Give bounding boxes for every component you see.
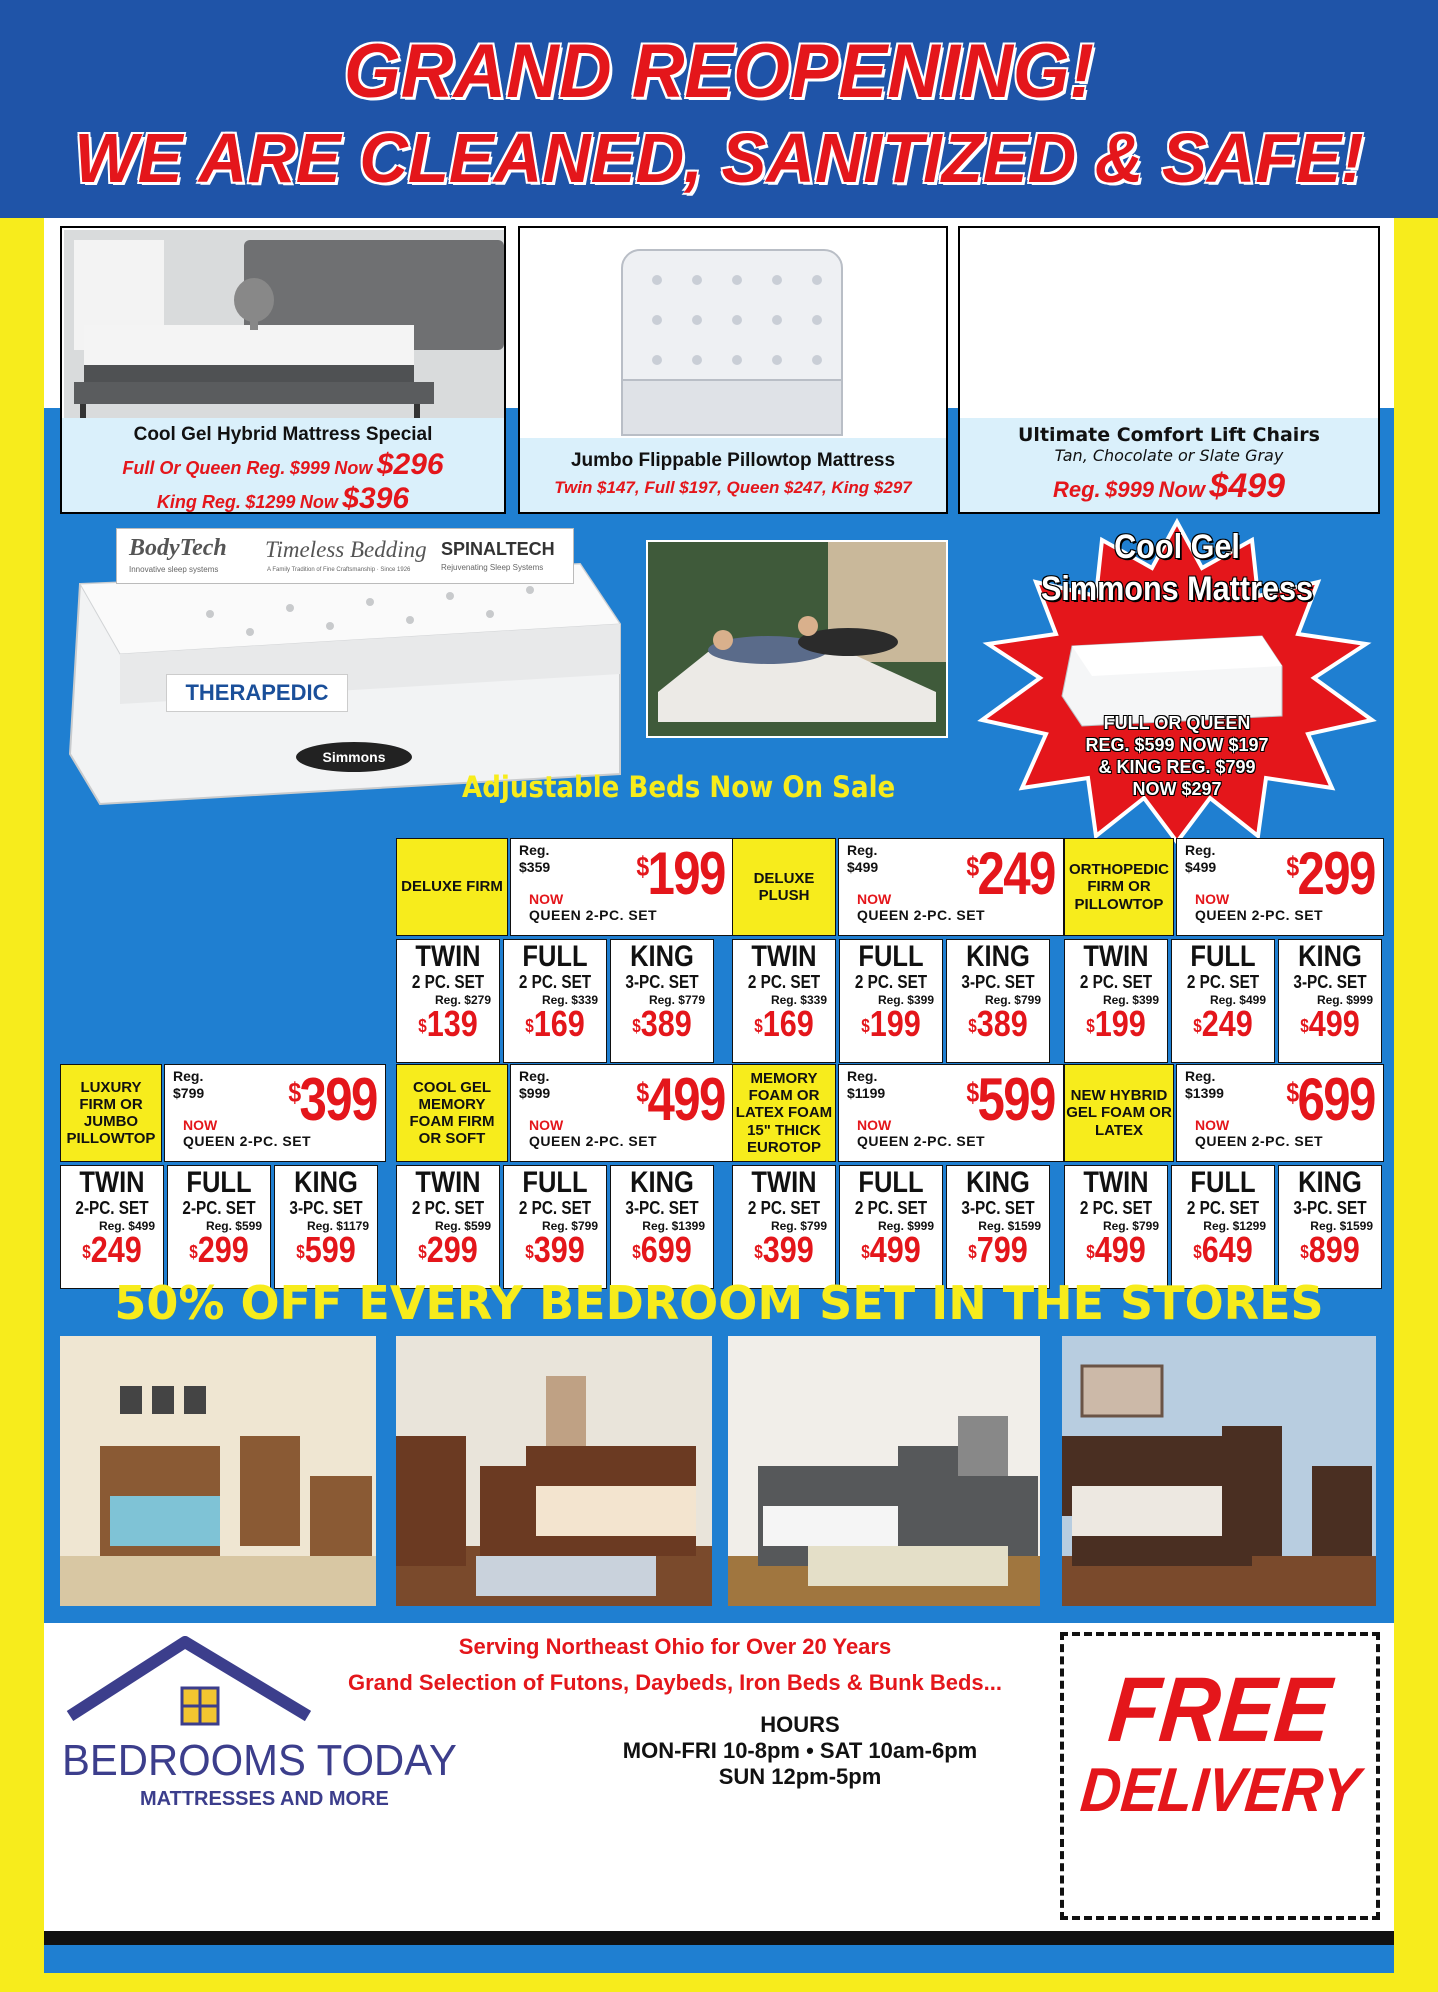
queen-reg-label: Reg. — [847, 1068, 878, 1084]
size-now-value: 299 — [197, 1229, 249, 1270]
starburst-offer — [962, 712, 1392, 800]
size-now-price: $249 — [82, 1229, 142, 1270]
size-pieces: 2 PC. SET — [854, 1198, 928, 1218]
bedroom-set-photo-2[interactable] — [396, 1336, 712, 1606]
size-now-value: 389 — [640, 1003, 692, 1044]
queen-set-label: QUEEN 2-PC. SET — [183, 1133, 312, 1149]
timeless-tagline: A Family Tradition of Fine Craftsmanship · Since 1926 — [267, 567, 411, 573]
queen-now-value: 499 — [647, 1066, 725, 1133]
starburst-title-cool-gel: Cool Gel — [1114, 528, 1240, 566]
now-label: NOW — [529, 1117, 564, 1133]
size-pieces: 2 PC. SET — [411, 972, 485, 992]
queen-reg-label: Reg. — [519, 842, 550, 858]
now-label: NOW — [529, 891, 564, 907]
size-pieces: 2 PC. SET — [747, 1198, 821, 1218]
footer-serving-line: Serving Northeast Ohio for Over 20 Years — [458, 1634, 892, 1659]
size-now-value: 799 — [976, 1229, 1028, 1270]
size-reg-price: Reg. $1299 — [1203, 1219, 1266, 1233]
size-reg-price: Reg. $399 — [877, 993, 934, 1007]
queen-reg-label: Reg. — [519, 1068, 550, 1084]
queen-reg-price — [1185, 842, 1216, 876]
deal-label: MEMORY FOAM OR LATEX FOAM 15" THICK EUROTOP — [732, 1064, 836, 1162]
queen-reg-value: $999 — [519, 1084, 551, 1101]
size-now-value: 249 — [90, 1229, 142, 1270]
queen-reg-value: $799 — [173, 1084, 205, 1101]
headline-cleaned-safe: WE ARE CLEANED, SANITIZED & SAFE! — [74, 119, 1364, 197]
queen-now-price: $249 — [966, 840, 1055, 907]
size-now-value: 169 — [533, 1003, 585, 1044]
queen-now-price: $199 — [636, 840, 725, 907]
size-now-price: $499 — [861, 1229, 921, 1270]
lift-chairs-caption — [960, 418, 1378, 512]
starburst-offer-line2: REG. $599 NOW $197 — [1085, 735, 1269, 755]
size-now-value: 389 — [976, 1003, 1028, 1044]
now-label: NOW — [857, 891, 892, 907]
size-price-cell — [732, 1165, 836, 1289]
headline-grand-reopening: GRAND REOPENING! — [344, 29, 1094, 114]
size-reg-price: Reg. $1179 — [306, 1219, 369, 1233]
size-now-value: 199 — [869, 1003, 921, 1044]
size-name: TWIN — [751, 940, 817, 973]
queen-now-price: $399 — [288, 1066, 377, 1133]
deal-label: COOL GEL MEMORY FOAM FIRM OR SOFT — [396, 1064, 508, 1162]
size-reg-price: Reg. $499 — [1209, 993, 1266, 1007]
size-name: FULL — [1190, 940, 1256, 973]
starburst-offer-line3: & KING REG. $799 — [1098, 757, 1256, 777]
now-label: NOW — [1195, 891, 1230, 907]
size-price-cell — [503, 1165, 607, 1289]
size-price-cell — [60, 1165, 164, 1289]
size-name: FULL — [858, 940, 924, 973]
size-pieces: 3-PC. SET — [1293, 1198, 1367, 1218]
queen-set-price-box — [510, 838, 734, 936]
size-reg-price: Reg. $999 — [877, 1219, 934, 1233]
deal-label: NEW HYBRID GEL FOAM OR LATEX — [1064, 1064, 1174, 1162]
lift-chairs-title: Ultimate Comfort Lift Chairs — [1018, 424, 1320, 446]
size-pieces: 3-PC. SET — [625, 972, 699, 992]
cool-gel-hybrid-title: Cool Gel Hybrid Mattress Special — [133, 424, 433, 445]
size-now-price: $899 — [1300, 1229, 1360, 1270]
lift-chairs-subtitle: Tan, Chocolate or Slate Gray — [1054, 446, 1284, 465]
size-reg-price: Reg. $399 — [1102, 993, 1159, 1007]
delivery-text: DELIVERY — [1077, 1756, 1363, 1825]
size-pieces: 2 PC. SET — [411, 1198, 485, 1218]
queen-set-label: QUEEN 2-PC. SET — [529, 907, 658, 923]
size-price-cell — [503, 939, 607, 1063]
bedroom-set-photo-4[interactable] — [1062, 1336, 1376, 1606]
size-now-price: $169 — [525, 1003, 585, 1044]
starburst-offer-line1: FULL OR QUEEN — [1103, 713, 1251, 733]
size-name: KING — [630, 940, 694, 973]
size-reg-price: Reg. $799 — [984, 993, 1041, 1007]
size-now-value: 899 — [1308, 1229, 1360, 1270]
now-label: NOW — [857, 1117, 892, 1133]
size-price-cell — [396, 1165, 500, 1289]
timeless-bedding-logo: Timeless Bedding — [265, 537, 427, 562]
size-name: TWIN — [1083, 1166, 1149, 1199]
queen-reg-price — [519, 1068, 550, 1102]
size-now-price: $649 — [1193, 1229, 1253, 1270]
size-name: TWIN — [1083, 940, 1149, 973]
brand-logo-strip — [116, 528, 574, 584]
queen-set-label: QUEEN 2-PC. SET — [1195, 907, 1324, 923]
queen-now-value: 599 — [977, 1066, 1055, 1133]
size-price-cell — [610, 939, 714, 1063]
queen-set-label: QUEEN 2-PC. SET — [529, 1133, 658, 1149]
size-name: FULL — [858, 1166, 924, 1199]
jumbo-pillowtop-prices: Twin $147, Full $197, Queen $247, King $297 — [554, 478, 912, 497]
size-name: KING — [966, 940, 1030, 973]
cool-gel-hybrid-caption — [62, 418, 504, 515]
bedrooms-today-wordmark: BEDROOMS TODAY — [62, 1736, 457, 1785]
size-pieces: 3-PC. SET — [961, 972, 1035, 992]
size-pieces: 2 PC. SET — [518, 972, 592, 992]
jumbo-pillowtop-title: Jumbo Flippable Pillowtop Mattress — [570, 450, 896, 471]
cool-gel-line2-now-label: Now — [299, 492, 338, 512]
size-price-cell — [1171, 1165, 1275, 1289]
queen-set-label: QUEEN 2-PC. SET — [1195, 1133, 1324, 1149]
size-pieces: 3-PC. SET — [289, 1198, 363, 1218]
queen-set-price-box — [164, 1064, 386, 1162]
lift-chairs-now-label: Now — [1158, 477, 1205, 502]
size-now-price: $399 — [525, 1229, 585, 1270]
size-now-value: 139 — [426, 1003, 478, 1044]
size-now-price: $169 — [754, 1003, 814, 1044]
queen-now-value: 249 — [977, 840, 1055, 907]
size-reg-price: Reg. $999 — [1316, 993, 1373, 1007]
size-name: TWIN — [415, 940, 481, 973]
spinaltech-logo: SPINALTECH — [441, 539, 555, 559]
size-name: TWIN — [79, 1166, 145, 1199]
size-price-cell — [274, 1165, 378, 1289]
size-now-value: 499 — [1094, 1229, 1146, 1270]
deal-label: DELUXE FIRM — [396, 838, 508, 936]
queen-reg-label: Reg. — [1185, 1068, 1216, 1084]
size-pieces: 3-PC. SET — [1293, 972, 1367, 992]
size-pieces: 3-PC. SET — [961, 1198, 1035, 1218]
queen-now-value: 299 — [1297, 840, 1375, 907]
size-price-cell — [1278, 1165, 1382, 1289]
bodytech-logo: BodyTech — [129, 535, 227, 561]
spinaltech-tagline: Rejuvenating Sleep Systems — [441, 563, 544, 572]
queen-reg-price — [173, 1068, 204, 1102]
size-price-cell — [610, 1165, 714, 1289]
queen-reg-price — [847, 842, 878, 876]
size-price-cell — [1064, 1165, 1168, 1289]
size-price-cell — [946, 939, 1050, 1063]
size-now-price: $199 — [861, 1003, 921, 1044]
size-name: KING — [1298, 940, 1362, 973]
queen-reg-value: $1199 — [847, 1084, 886, 1101]
queen-now-value: 699 — [1297, 1066, 1375, 1133]
queen-set-price-box — [838, 838, 1064, 936]
queen-now-value: 399 — [299, 1066, 377, 1133]
hours-label: HOURS — [760, 1712, 840, 1737]
cool-gel-line1-reg: $999 — [289, 458, 330, 478]
size-now-price: $249 — [1193, 1003, 1253, 1044]
product-card-jumbo-pillowtop[interactable] — [518, 226, 948, 514]
size-reg-price: Reg. $799 — [770, 1219, 827, 1233]
size-price-cell — [396, 939, 500, 1063]
queen-now-price: $599 — [966, 1066, 1055, 1133]
size-now-price: $389 — [968, 1003, 1028, 1044]
size-name: KING — [630, 1166, 694, 1199]
cool-gel-line1-prefix: Full Or Queen Reg. — [122, 458, 286, 478]
size-reg-price: Reg. $799 — [541, 1219, 598, 1233]
size-reg-price: Reg. $1599 — [1310, 1219, 1373, 1233]
size-reg-price: Reg. $1599 — [978, 1219, 1041, 1233]
size-now-value: 599 — [304, 1229, 356, 1270]
size-price-cell — [839, 939, 943, 1063]
queen-reg-value: $499 — [847, 858, 879, 875]
queen-now-price: $299 — [1286, 840, 1375, 907]
size-price-cell — [1171, 939, 1275, 1063]
cool-gel-line1-now: $296 — [376, 448, 444, 481]
queen-reg-value: $359 — [519, 858, 551, 875]
size-now-value: 499 — [869, 1229, 921, 1270]
bottom-black-strip — [44, 1931, 1394, 1945]
jumbo-pillowtop-photo — [522, 230, 946, 440]
size-now-price: $299 — [418, 1229, 478, 1270]
cool-gel-line2-prefix: King Reg. — [156, 492, 241, 512]
size-price-cell — [839, 1165, 943, 1289]
size-now-price: $389 — [632, 1003, 692, 1044]
size-now-value: 299 — [426, 1229, 478, 1270]
size-reg-price: Reg. $779 — [648, 993, 705, 1007]
hours-weekday: MON-FRI 10-8pm • SAT 10am-6pm — [622, 1738, 978, 1763]
size-pieces: 2-PC. SET — [75, 1198, 149, 1218]
size-name: KING — [1298, 1166, 1362, 1199]
size-now-price: $699 — [632, 1229, 692, 1270]
size-name: TWIN — [415, 1166, 481, 1199]
size-price-cell — [946, 1165, 1050, 1289]
free-text: FREE — [1104, 1659, 1336, 1761]
queen-reg-price — [847, 1068, 885, 1102]
size-reg-price: Reg. $599 — [434, 1219, 491, 1233]
size-price-cell — [167, 1165, 271, 1289]
size-pieces: 2 PC. SET — [1079, 1198, 1153, 1218]
cool-gel-hybrid-photo — [64, 230, 504, 418]
queen-reg-label: Reg. — [847, 842, 878, 858]
size-now-value: 399 — [762, 1229, 814, 1270]
size-now-price: $799 — [968, 1229, 1028, 1270]
size-name: KING — [966, 1166, 1030, 1199]
size-pieces: 2 PC. SET — [1186, 1198, 1260, 1218]
cool-gel-line2-now: $396 — [342, 482, 410, 515]
size-reg-price: Reg. $1399 — [642, 1219, 705, 1233]
queen-set-price-box — [1176, 838, 1384, 936]
size-now-value: 199 — [1094, 1003, 1146, 1044]
queen-reg-label: Reg. — [173, 1068, 204, 1084]
free-delivery-coupon — [1060, 1632, 1380, 1920]
queen-set-label: QUEEN 2-PC. SET — [857, 1133, 986, 1149]
queen-reg-value: $1399 — [1185, 1084, 1224, 1101]
queen-set-price-box — [1176, 1064, 1384, 1162]
now-label: NOW — [1195, 1117, 1230, 1133]
size-now-value: 169 — [762, 1003, 814, 1044]
lift-chair-photo — [962, 230, 1378, 420]
size-now-price: $139 — [418, 1003, 478, 1044]
size-reg-price: Reg. $279 — [434, 993, 491, 1007]
footer-selection-line: Grand Selection of Futons, Daybeds, Iron Beds & Bunk Beds... — [348, 1670, 1002, 1695]
queen-reg-price — [519, 842, 550, 876]
hours-sunday: SUN 12pm-5pm — [718, 1764, 882, 1789]
size-pieces: 2 PC. SET — [1186, 972, 1260, 992]
queen-reg-label: Reg. — [1185, 842, 1216, 858]
size-now-value: 249 — [1201, 1003, 1253, 1044]
adjustable-bed-photo — [646, 540, 948, 738]
size-now-price: $199 — [1086, 1003, 1146, 1044]
queen-reg-value: $499 — [1185, 858, 1217, 875]
size-pieces: 3-PC. SET — [625, 1198, 699, 1218]
deal-label: ORTHOPEDIC FIRM OR PILLOWTOP — [1064, 838, 1174, 936]
size-reg-price: Reg. $499 — [98, 1219, 155, 1233]
fifty-percent-off-banner: 50% OFF EVERY BEDROOM SET IN THE STORES — [114, 1276, 1324, 1330]
size-reg-price: Reg. $799 — [1102, 1219, 1159, 1233]
jumbo-pillowtop-caption — [520, 438, 946, 512]
bottom-blue-strip — [44, 1945, 1394, 1973]
size-price-cell — [732, 939, 836, 1063]
size-reg-price: Reg. $339 — [770, 993, 827, 1007]
size-name: FULL — [1190, 1166, 1256, 1199]
deal-label: DELUXE PLUSH — [732, 838, 836, 936]
size-now-value: 499 — [1308, 1003, 1360, 1044]
queen-now-price: $499 — [636, 1066, 725, 1133]
size-now-value: 699 — [640, 1229, 692, 1270]
size-now-price: $499 — [1300, 1003, 1360, 1044]
size-pieces: 2 PC. SET — [854, 972, 928, 992]
size-name: TWIN — [751, 1166, 817, 1199]
product-card-cool-gel-hybrid[interactable] — [60, 226, 506, 514]
size-name: FULL — [186, 1166, 252, 1199]
size-now-price: $499 — [1086, 1229, 1146, 1270]
size-now-price: $299 — [189, 1229, 249, 1270]
size-price-cell — [1064, 939, 1168, 1063]
store-hours — [560, 1712, 1040, 1790]
size-name: FULL — [522, 940, 588, 973]
size-now-price: $399 — [754, 1229, 814, 1270]
size-pieces: 2 PC. SET — [1079, 972, 1153, 992]
size-price-cell — [1278, 939, 1382, 1063]
size-reg-price: Reg. $339 — [541, 993, 598, 1007]
size-now-value: 399 — [533, 1229, 585, 1270]
queen-reg-price — [1185, 1068, 1224, 1102]
lift-chairs-reg-label: Reg. — [1052, 477, 1101, 502]
size-name: FULL — [522, 1166, 588, 1199]
therapedic-logo: THERAPEDIC — [166, 674, 348, 712]
bedrooms-today-subtitle: MATTRESSES AND MORE — [140, 1788, 389, 1810]
size-pieces: 2-PC. SET — [182, 1198, 256, 1218]
simmons-logo: Simmons — [296, 742, 412, 772]
cool-gel-line2-reg: $1299 — [245, 492, 296, 512]
size-reg-price: Reg. $599 — [205, 1219, 262, 1233]
adjustable-beds-tagline: Adjustable Beds Now On Sale — [462, 770, 896, 804]
queen-now-value: 199 — [647, 840, 725, 907]
now-label: NOW — [183, 1117, 218, 1133]
queen-set-price-box — [838, 1064, 1064, 1162]
size-pieces: 2 PC. SET — [518, 1198, 592, 1218]
bedroom-set-photo-3[interactable] — [728, 1336, 1040, 1606]
starburst-offer-line4: NOW $297 — [1132, 779, 1222, 799]
size-now-value: 649 — [1201, 1229, 1253, 1270]
queen-now-price: $699 — [1286, 1066, 1375, 1133]
bodytech-tagline: Innovative sleep systems — [129, 565, 219, 574]
queen-set-price-box — [510, 1064, 734, 1162]
size-now-price: $599 — [296, 1229, 356, 1270]
deal-label: LUXURY FIRM OR JUMBO PILLOWTOP — [60, 1064, 162, 1162]
starburst-title-simmons: Simmons Mattress — [1040, 570, 1314, 608]
queen-set-label: QUEEN 2-PC. SET — [857, 907, 986, 923]
size-name: KING — [294, 1166, 358, 1199]
cool-gel-line1-now-label: Now — [334, 458, 373, 478]
size-pieces: 2 PC. SET — [747, 972, 821, 992]
lift-chairs-reg: $999 — [1105, 477, 1155, 502]
product-card-lift-chairs[interactable] — [958, 226, 1380, 514]
bedroom-set-photo-1[interactable] — [60, 1336, 376, 1606]
lift-chairs-now: $499 — [1209, 467, 1286, 505]
